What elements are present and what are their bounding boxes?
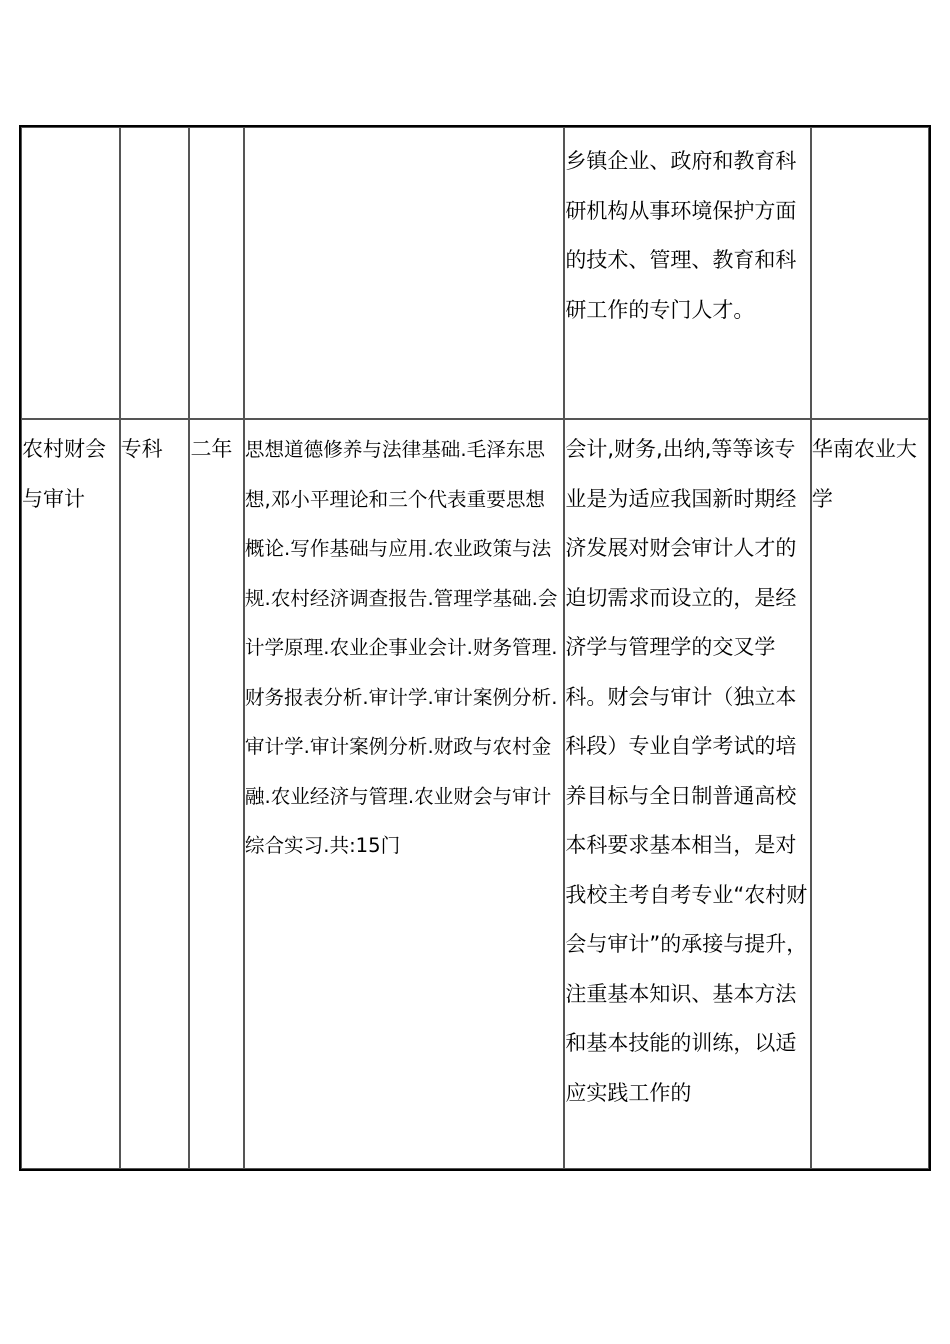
duration-cell [189, 419, 243, 1169]
level-text: 专科 [120, 437, 163, 461]
courses-cell [244, 127, 564, 419]
training-goal-cell [564, 127, 811, 419]
level-cell [120, 127, 190, 419]
training-goal-text: 会计,财务,出纳,等等该专业是为适应我国新时期经济发展对财会审计人才的迫切需求而设立的，是经济学与管理学的交叉学科。财会与审计（独立本科段）专业自学考试的培养目标与全日制普通高校本科要求基本相当，是对我校主考自考专业“农村财会与审计”的承接与提升，注重基本知识、基本方法和基本技能的训练，以适应实践工作的 [565, 437, 808, 1105]
school-text: 华南农业大学 [811, 437, 917, 511]
duration-cell [189, 127, 243, 419]
major-info-table [19, 125, 931, 1171]
level-cell [120, 419, 190, 1169]
training-goal-cell [564, 419, 811, 1169]
duration-text: 二年 [190, 437, 233, 461]
courses-cell [244, 419, 564, 1169]
major-name-cell [21, 127, 120, 419]
major-name-text: 农村财会与审计 [22, 437, 106, 511]
major-name-cell [21, 419, 120, 1169]
table-row [21, 419, 929, 1169]
training-goal-text: 乡镇企业、政府和教育科研机构从事环境保护方面的技术、管理、教育和科研工作的专门人才。 [565, 149, 797, 322]
courses-text: 思想道德修养与法律基础.毛泽东思想,邓小平理论和三个代表重要思想概论.写作基础与应用.农业政策与法规.农村经济调查报告.管理学基础.会计学原理.农业企事业会计.财务管理.财务报表分析.审计学.审计案例分析.审计学.审计案例分析.财政与农村金融.农业经济与管理.农业财会与审计综合实习.共:15门 [244, 438, 558, 857]
school-cell [811, 419, 929, 1169]
school-cell [811, 127, 929, 419]
table-row [21, 127, 929, 419]
